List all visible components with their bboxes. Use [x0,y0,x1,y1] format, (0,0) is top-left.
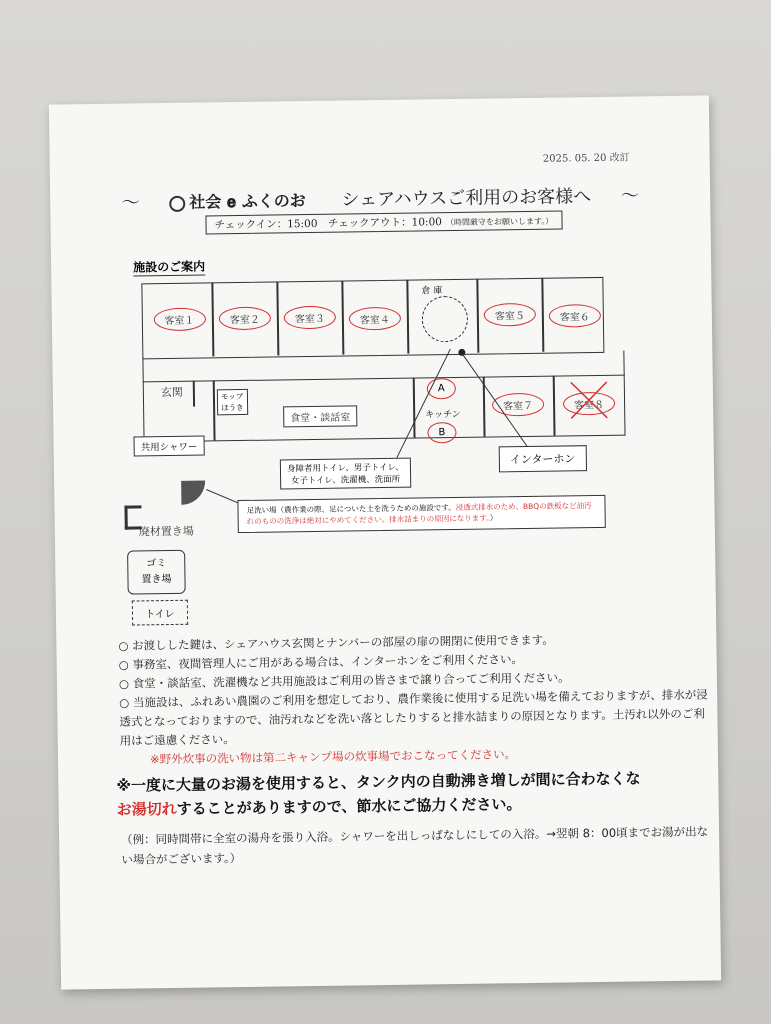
room-2: 客室２ [215,307,275,331]
revision-date: 2025. 05. 20 改訂 [542,152,630,165]
checkin-times: チェックイン：15:00 チェックアウト：10:00 （時間厳守をお願いします。） [205,210,562,234]
entrance: 玄関 [160,385,183,400]
room-3: 客室３ [280,306,340,330]
page-title: 〜 社会 𝐞 ふくのお シェアハウスご利用のお客様へ 〜 [121,185,640,214]
materials-area: 廃材置き場 [138,524,194,539]
footwash-callout: 足洗い場（農作業の際、足についた土を洗うための施設です。浸透式排水のため、BBQの鉄板など油汚れのものの洗浄は絶対にやめてください。排水詰まりの原因になります。） [237,495,605,533]
kitchen-b: B [427,422,456,443]
toilet-area: トイレ [132,600,188,626]
shared-shower: 共用シャワー [133,436,204,457]
intercom-label: インターホン [499,445,587,472]
hot-water-warning: ※一度に大量のお湯を使用すると、タンク内の自動沸き増しが間に合わなくな お湯切れすることがありますので、節水にご協力ください。 [116,769,641,819]
notice-paper [49,95,721,989]
note-item: ○ 当施設は、ふれあい農園のご利用を想定しており、農作業後に使用する足洗い場を備えておりますが、排水が浸透式となっておりますので、油汚れなどを洗い落としたりすると排水詰まりの原因となります。土汚れ以外のご利用はご遠慮ください。 [119,687,708,748]
logo: 社会 𝐞 ふくのお [169,188,306,213]
room-1: 客室１ [152,307,207,331]
bbq-note: ※野外炊事の洗い物は第二キャンプ場の炊事場でおこなってください。 [149,747,517,767]
room-7: 客室７ [485,393,551,417]
title-text: シェアハウスご利用のお客様へ [341,186,592,211]
kitchen: キッチン [425,409,461,421]
note-item: ○ お渡しした鍵は、シェアハウス玄関とナンバーの部屋の扉の開閉に使用できます。 [118,632,554,653]
floor-plan [131,272,634,464]
garbage-area: ゴミ 置き場 [127,550,186,595]
storage: 倉 庫 [421,286,443,297]
notes-list [118,628,710,769]
room-8: 客室８ [557,392,621,416]
room-5: 客室５ [480,303,540,327]
facility-section-label: 施設のご案内 [133,259,206,275]
mop-broom: モップ ほうき [217,389,248,415]
note-item: ○ 事務室、夜間管理人にご用がある場合は、インターホンをご利用ください。 [118,652,523,672]
footwash-marker [181,481,205,505]
pointer-lines [131,272,634,469]
room-4: 客室４ [345,307,405,331]
logo-icon [169,195,185,211]
toilet-callout: 身障者用トイレ、男子トイレ、 女子トイレ、洗濯機、洗面所 [280,458,411,490]
kitchen-a: A [427,378,456,399]
room-6: 客室６ [545,304,605,328]
hot-water-example: （例：同時間帯に全室の湯舟を張り入浴。シャワーを出しっぱなしにしての入浴。→翌朝 8：00頃までお湯が出ない場合がございます。） [121,824,709,867]
note-item: ○ 食堂・談話室、洗濯機など共用施設はご利用の皆さまで譲り合ってご利用ください。 [118,670,570,691]
dining-room: 食堂・談話室 [283,405,357,427]
